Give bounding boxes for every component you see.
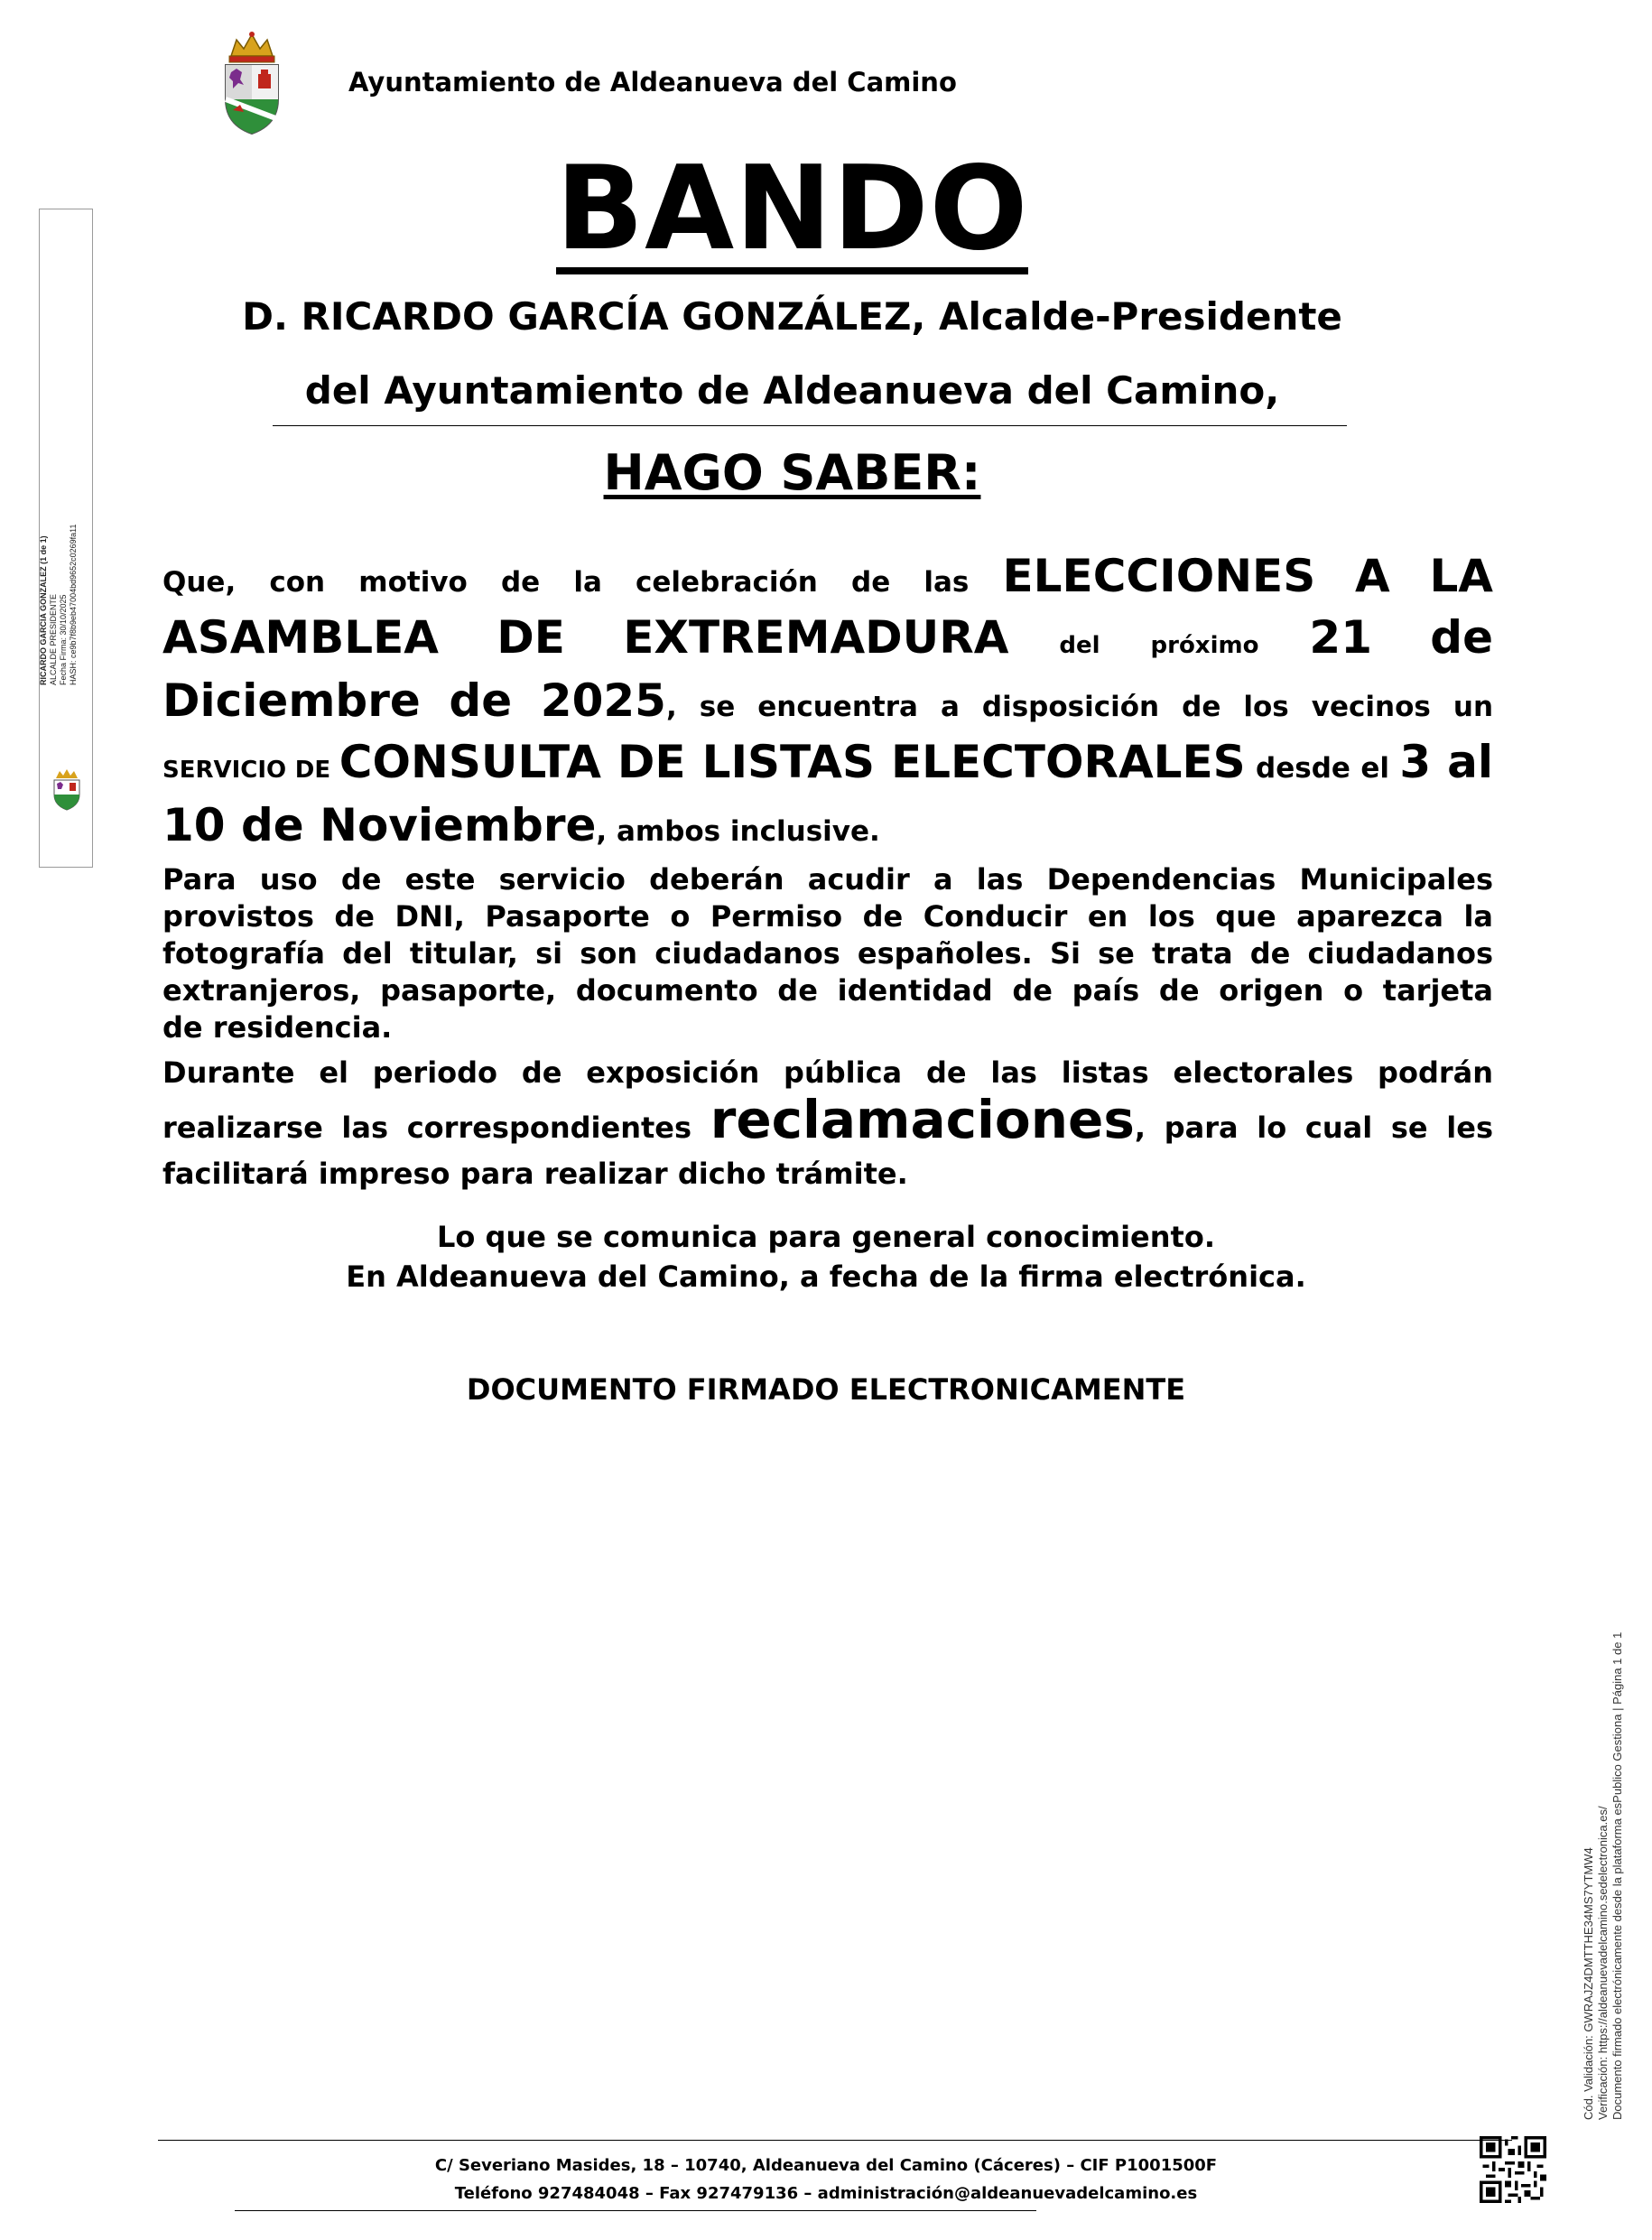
p1-text-5: desde el [1245, 752, 1400, 785]
footer-underline [235, 2210, 1036, 2211]
mayor-line-1: D. RICARDO GARCÍA GONZÁLEZ, Alcalde-Presidente [242, 294, 1342, 339]
coat-of-arms-icon [220, 29, 283, 135]
divider [273, 425, 1347, 426]
p3-line-2 [162, 1089, 1494, 1156]
signer-role: ALCALDE PRESIDENTE [49, 593, 58, 685]
p2-line-2: provistos de DNI, Pasaporte o Permiso de Conducir en los que aparezca la [162, 899, 1493, 934]
platform-notice: Documento firmado electrónicamente desde la plataforma esPublico Gestiona | Página 1 de 1 [1610, 1631, 1624, 2120]
signature-hash: HASH: ce9b7f8b9eb47004bd9652c0269fa11 [69, 524, 78, 685]
validation-code: Cód. Validación: GWRAJZ4DMTTHE34MS7YTMW4 [1582, 1847, 1595, 2120]
election-name: ELECCIONES A LA ASAMBLEA DE EXTREMADURA [162, 550, 1493, 664]
header-title: Ayuntamiento de Aldeanueva del Camino [348, 67, 957, 98]
footer-address: C/ Severiano Masides, 18 – 10740, Aldeanueva del Camino (Cáceres) – CIF P1001500F [434, 2156, 1218, 2175]
document-title [0, 142, 1584, 276]
footer-divider [158, 2140, 1512, 2141]
signed-notice: DOCUMENTO FIRMADO ELECTRONICAMENTE [466, 1372, 1186, 1407]
reclamaciones-word: reclamaciones [710, 1089, 1135, 1150]
p1-text-6: , ambos inclusive. [596, 815, 880, 848]
footer-contact: Teléfono 927484048 – Fax 927479136 – administración@aldeanuevadelcamino.es [454, 2184, 1198, 2203]
small-crest-icon [51, 769, 82, 811]
paragraph-claims [162, 1055, 1493, 1193]
mayor-line-2: del Ayuntamiento de Aldeanueva del Camino, [304, 368, 1280, 413]
p1-text-1: Que, con motivo de la celebración de las [162, 566, 1003, 599]
signature-date: Fecha Firma: 30/10/2025 [59, 594, 68, 685]
election-date: 21 de Diciembre de 2025 [162, 611, 1493, 727]
p3-line-1: Durante el periodo de exposición pública de las listas electorales podrán [162, 1055, 1493, 1090]
hago-saber-heading: HAGO SABER: [603, 444, 981, 501]
verification-url[interactable]: Verificación: https://aldeanuevadelcamino.sedelectronica.es/ [1596, 1806, 1610, 2120]
p1-text-4: SERVICIO DE [162, 757, 339, 784]
p2-line-4: extranjeros, pasaporte, documento de identidad de país de origen o tarjeta [162, 973, 1493, 1008]
closing-line-2: En Aldeanueva del Camino, a fecha de la firma electrónica. [346, 1259, 1306, 1294]
bando-heading: BANDO [555, 142, 1029, 276]
verification-text [1582, 1614, 1632, 2120]
p3-text-a: realizarse las correspondientes [162, 1111, 710, 1145]
consultation-dates: 3 al 10 de Noviembre [162, 736, 1494, 851]
p1-text-3: , se encuentra a disposición de los vecinos un [665, 691, 1494, 723]
p2-line-3: fotografía del titular, si son ciudadanos españoles. Si se trata de ciudadanos [162, 936, 1493, 971]
signer-name: RICARDO GARCIA GONZALEZ (1 de 1) [39, 535, 48, 685]
closing-line-1: Lo que se comunica para general conocimiento. [437, 1220, 1215, 1254]
p3-text-c: , para lo cual se les [1134, 1111, 1494, 1145]
paragraph-announcement [162, 549, 1493, 860]
p2-line-1: Para uso de este servicio deberán acudir a las Dependencias Municipales [162, 862, 1493, 897]
p2-line-5: de residencia. [162, 1010, 393, 1045]
service-name: CONSULTA DE LISTAS ELECTORALES [339, 736, 1246, 788]
p3-line-3: facilitará impreso para realizar dicho trámite. [162, 1157, 908, 1191]
p1-text-2: del próximo [1008, 632, 1310, 659]
paragraph-requirements [162, 861, 1493, 1046]
